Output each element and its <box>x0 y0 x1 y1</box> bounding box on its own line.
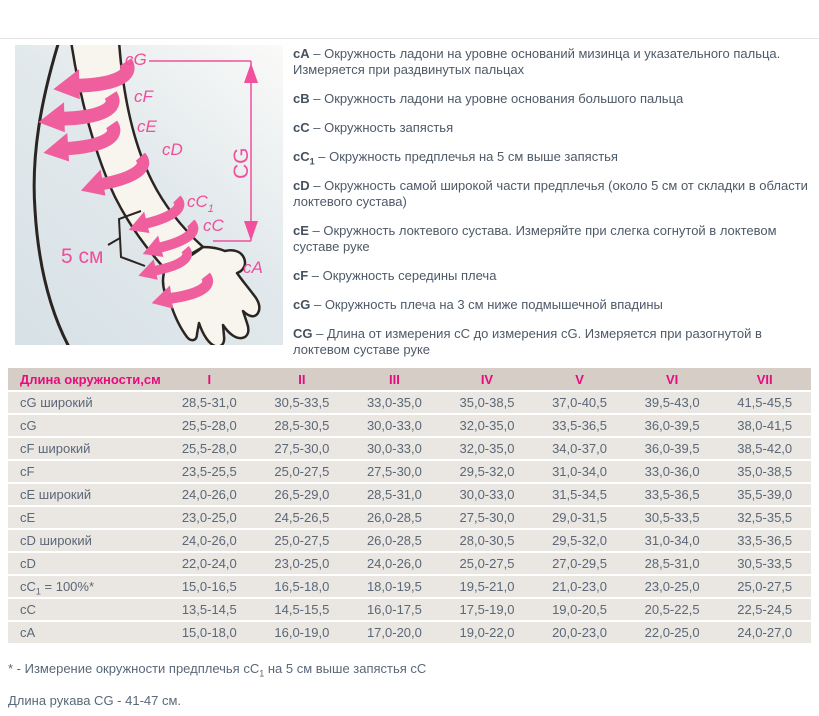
row-label: $cC_1 = 100\%*$ <box>8 576 163 597</box>
legend-item-code: cE <box>293 223 309 238</box>
legend-item-separator: – <box>309 120 325 135</box>
size-range-cell: 23,0-25,0 <box>163 507 256 528</box>
size-range-cell: 25,5-28,0 <box>163 415 256 436</box>
table-header-label: Длина окружности,см <box>8 368 163 390</box>
legend-item <box>293 149 813 165</box>
band-label-cd: cD <box>162 140 183 159</box>
size-range-cell: 33,0-35,0 <box>348 392 441 413</box>
size-range-cell: 38,0-41,5 <box>718 415 811 436</box>
size-range-cell: 15,0-18,0 <box>163 622 256 643</box>
size-range-cell: 35,5-39,0 <box>718 484 811 505</box>
size-range-cell: 26,0-28,5 <box>348 530 441 551</box>
legend-item-description: Окружность середины плеча <box>322 268 497 283</box>
legend-item-description: Окружность плеча на 3 см ниже подмышечной впадины <box>324 297 663 312</box>
size-range-cell: 41,5-45,5 <box>718 392 811 413</box>
table-row <box>8 576 811 597</box>
size-range-cell: 27,5-30,0 <box>441 507 534 528</box>
size-range-cell: 15,0-16,5 <box>163 576 256 597</box>
legend-item-description: Окружность самой широкой части предплечья (около 5 см от складки в области локтевого сустава) <box>293 178 808 209</box>
size-range-cell: 23,5-25,5 <box>163 461 256 482</box>
legend-item-separator: – <box>309 91 325 106</box>
table-row <box>8 484 811 505</box>
size-range-cell: 24,0-26,0 <box>163 484 256 505</box>
size-range-cell: 30,0-33,0 <box>441 484 534 505</box>
row-label: cA <box>8 622 163 643</box>
legend-item-separator: – <box>310 297 325 312</box>
legend-item-code: cC <box>293 120 310 135</box>
arm-diagram-svg <box>15 45 283 345</box>
footnote-text: * - Измерение окружности предплечья cC <box>8 661 260 676</box>
row-label: cG <box>8 415 163 436</box>
size-range-cell: 23,0-25,0 <box>256 553 349 574</box>
size-range-cell: 25,0-27,5 <box>441 553 534 574</box>
legend-item-description: Длина от измерения cC до измерения cG. Измеряется при разогнутой в локтевом суставе руке <box>293 326 762 357</box>
size-range-cell: 16,0-19,0 <box>256 622 349 643</box>
legend-item <box>293 46 813 78</box>
size-range-cell: 28,5-31,0 <box>163 392 256 413</box>
size-range-cell: 30,0-33,0 <box>348 438 441 459</box>
size-range-cell: 27,5-30,0 <box>348 461 441 482</box>
size-range-cell: 24,0-26,0 <box>348 553 441 574</box>
size-range-cell: 20,5-22,5 <box>626 599 719 620</box>
size-range-cell: 32,5-35,5 <box>718 507 811 528</box>
size-range-cell: 28,5-31,0 <box>348 484 441 505</box>
table-row <box>8 438 811 459</box>
top-divider <box>0 38 819 39</box>
row-label: cF широкий <box>8 438 163 459</box>
size-range-cell: 16,5-18,0 <box>256 576 349 597</box>
size-range-cell: 39,5-43,0 <box>626 392 719 413</box>
row-label: cD <box>8 553 163 574</box>
size-range-cell: 23,0-25,0 <box>626 576 719 597</box>
size-range-cell: 33,0-36,0 <box>626 461 719 482</box>
legend-item <box>293 326 813 358</box>
table-row <box>8 461 811 482</box>
five-cm-label: 5 см <box>61 245 104 268</box>
size-range-cell: 29,0-31,5 <box>533 507 626 528</box>
legend-item-separator: – <box>308 268 323 283</box>
legend-item <box>293 268 813 284</box>
row-label: cE <box>8 507 163 528</box>
row-label: cF <box>8 461 163 482</box>
legend-item-code: cF <box>293 268 309 283</box>
legend-item-separator: – <box>309 46 325 61</box>
legend-item <box>293 178 813 210</box>
legend-item-description: Окружность ладони на уровне основания большого пальца <box>324 91 684 106</box>
size-range-cell: 22,0-25,0 <box>626 622 719 643</box>
table-header-row <box>8 368 811 390</box>
legend-item-separator: – <box>312 326 327 341</box>
size-range-cell: 28,0-30,5 <box>441 530 534 551</box>
legend-item-code: $cC_1$ <box>293 149 315 167</box>
legend-item <box>293 91 813 107</box>
row-label: cC <box>8 599 163 620</box>
size-range-cell: 29,5-32,0 <box>533 530 626 551</box>
size-range-cell: 31,5-34,5 <box>533 484 626 505</box>
column-header: II <box>256 368 349 390</box>
band-label-ca: cA <box>243 258 263 277</box>
legend-item-separator: – <box>309 178 325 193</box>
column-header: V <box>533 368 626 390</box>
legend-item <box>293 297 813 313</box>
size-range-cell: 17,0-20,0 <box>348 622 441 643</box>
size-range-cell: 14,5-15,5 <box>256 599 349 620</box>
row-label: cD широкий <box>8 530 163 551</box>
legend-item-code: cG <box>293 297 311 312</box>
size-range-cell: 34,0-37,0 <box>533 438 626 459</box>
size-range-cell: 20,0-23,0 <box>533 622 626 643</box>
size-range-cell: 21,0-23,0 <box>533 576 626 597</box>
size-range-cell: 30,5-33,5 <box>256 392 349 413</box>
size-range-cell: 33,5-36,5 <box>626 484 719 505</box>
band-label-ce: cE <box>137 117 157 136</box>
column-header: III <box>348 368 441 390</box>
size-range-cell: 30,5-33,5 <box>718 553 811 574</box>
legend-item <box>293 120 813 136</box>
size-range-cell: 31,0-34,0 <box>533 461 626 482</box>
size-range-cell: 33,5-36,5 <box>533 415 626 436</box>
footnote-subscript: 1 <box>259 668 265 679</box>
band-label-cg: cG <box>125 50 147 69</box>
cg-dimension-label: CG <box>230 147 253 179</box>
band-label-cf: cF <box>134 87 153 106</box>
size-range-cell: 37,0-40,5 <box>533 392 626 413</box>
size-range-cell: 31,0-34,0 <box>626 530 719 551</box>
column-header: VII <box>718 368 811 390</box>
table-row <box>8 599 811 620</box>
size-range-cell: 27,0-29,5 <box>533 553 626 574</box>
column-header: IV <box>441 368 534 390</box>
table-row <box>8 622 811 643</box>
size-range-cell: 26,0-28,5 <box>348 507 441 528</box>
size-range-cell: 17,5-19,0 <box>441 599 534 620</box>
size-table <box>8 366 811 645</box>
legend-item-description: Окружность ладони на уровне оснований мизинца и указательного пальца. Измеряется при раздвинутых пальцах <box>293 46 781 77</box>
footnote-asterisk <box>8 661 427 679</box>
size-range-cell: 27,5-30,0 <box>256 438 349 459</box>
legend-item-separator: – <box>308 223 324 238</box>
legend <box>293 46 813 371</box>
column-header: VI <box>626 368 719 390</box>
size-range-cell: 28,5-31,0 <box>626 553 719 574</box>
size-range-cell: 29,5-32,0 <box>441 461 534 482</box>
table-body <box>8 392 811 643</box>
band-label-cc: cC <box>203 216 224 235</box>
arm-measurement-diagram <box>15 45 283 345</box>
size-range-cell: 32,0-35,0 <box>441 438 534 459</box>
legend-item-code: cA <box>293 46 310 61</box>
legend-item <box>293 223 813 255</box>
table-row <box>8 507 811 528</box>
size-range-cell: 24,0-27,0 <box>718 622 811 643</box>
size-range-cell: 19,5-21,0 <box>441 576 534 597</box>
table-row <box>8 553 811 574</box>
size-range-cell: 30,5-33,5 <box>626 507 719 528</box>
size-range-cell: 13,5-14,5 <box>163 599 256 620</box>
size-range-cell: 26,5-29,0 <box>256 484 349 505</box>
size-range-cell: 28,5-30,5 <box>256 415 349 436</box>
legend-item-code: CG <box>293 326 313 341</box>
size-range-cell: 16,0-17,5 <box>348 599 441 620</box>
size-range-cell: 25,0-27,5 <box>718 576 811 597</box>
legend-item-separator: – <box>314 149 330 164</box>
legend-item-description: Окружность запястья <box>324 120 454 135</box>
size-range-cell: 24,5-26,5 <box>256 507 349 528</box>
table-row <box>8 530 811 551</box>
table-row <box>8 392 811 413</box>
row-label: cE широкий <box>8 484 163 505</box>
size-range-cell: 25,0-27,5 <box>256 530 349 551</box>
row-label: cG широкий <box>8 392 163 413</box>
size-range-cell: 30,0-33,0 <box>348 415 441 436</box>
footnote-text: на 5 см выше запястья cC <box>264 661 427 676</box>
footnote-sleeve-length: Длина рукава CG - 41-47 см. <box>8 693 182 708</box>
legend-item-code: cD <box>293 178 310 193</box>
size-range-cell: 38,5-42,0 <box>718 438 811 459</box>
size-range-cell: 33,5-36,5 <box>718 530 811 551</box>
size-range-cell: 35,0-38,5 <box>718 461 811 482</box>
size-range-cell: 24,0-26,0 <box>163 530 256 551</box>
size-range-cell: 18,0-19,5 <box>348 576 441 597</box>
size-range-cell: 36,0-39,5 <box>626 438 719 459</box>
size-range-cell: 35,0-38,5 <box>441 392 534 413</box>
size-range-cell: 25,0-27,5 <box>256 461 349 482</box>
size-range-cell: 22,0-24,0 <box>163 553 256 574</box>
band-label-cc1: $cC_1$ <box>187 192 214 215</box>
size-range-cell: 19,0-20,5 <box>533 599 626 620</box>
size-range-cell: 22,5-24,5 <box>718 599 811 620</box>
size-range-cell: 36,0-39,5 <box>626 415 719 436</box>
size-range-cell: 19,0-22,0 <box>441 622 534 643</box>
legend-item-description: Окружность локтевого сустава. Измеряйте при слегка согнутой в локтевом суставе руке <box>293 223 777 254</box>
table-row <box>8 415 811 436</box>
column-header: I <box>163 368 256 390</box>
size-range-cell: 32,0-35,0 <box>441 415 534 436</box>
legend-item-code: cB <box>293 91 310 106</box>
legend-item-description: Окружность предплечья на 5 см выше запястья <box>329 149 618 164</box>
size-range-cell: 25,5-28,0 <box>163 438 256 459</box>
